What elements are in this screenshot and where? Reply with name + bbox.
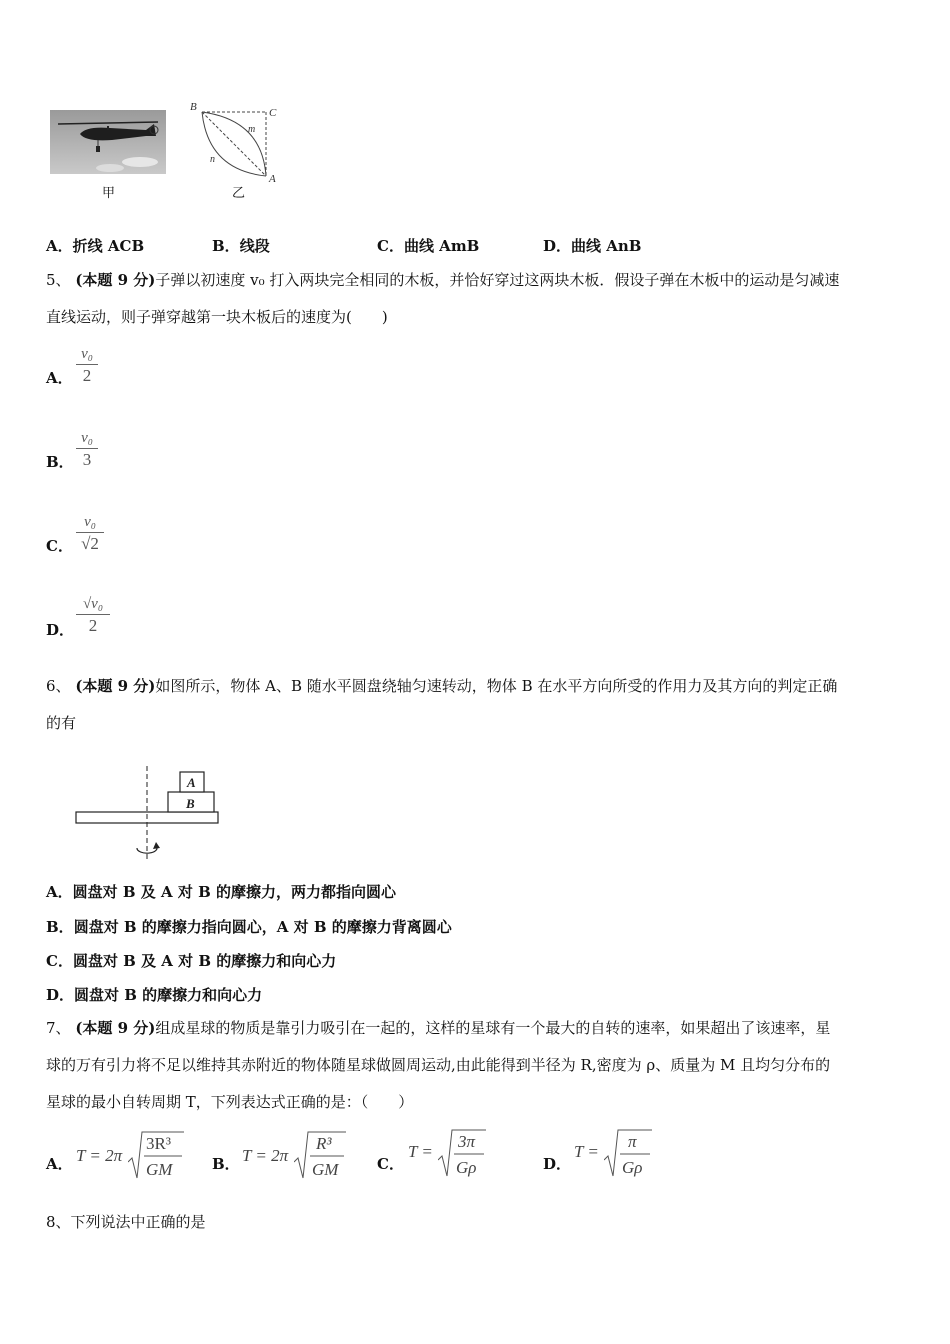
q5-option-c-fraction: v₀ √2 [76, 514, 104, 553]
q5-option-d-fraction: √v₀ 2 [76, 596, 110, 635]
q7-option-a-formula: T = 2π 3R³ GM [76, 1128, 186, 1182]
block-b-label: B [186, 796, 195, 811]
q5-option-a-fraction: v₀ 2 [76, 346, 98, 385]
q7-option-b-formula: T = 2π R³ GM [242, 1128, 352, 1182]
label-m: m [248, 124, 256, 135]
block-a-label: A [187, 775, 196, 790]
q4-option-d[interactable]: D．曲线 AnB [543, 237, 642, 255]
q7-stem: 7、 (本题 9 分)组成星球的物质是靠引力吸引在一起的，这样的星球有一个最大的自转的速率，如果超出了该速率，星 球的万有引力将不足以维持其赤附近的物体随星球做圆周运动,由此能得到半径为 R,密度为 ρ、质量为 M 且均匀分布的 星球的最小自转周期 T，下列表达式正确的是：（ ） [46, 1019, 831, 1111]
q5-stem: 5、 (本题 9 分)子弹以初速度 v₀ 打入两块完全相同的木板，并恰好穿过这两块木板．假设子弹在木板中的运动是匀减速 直线运动，则子弹穿越第一块木板后的速度为( ) [46, 271, 840, 326]
q4-option-c[interactable]: C．曲线 AmB [377, 237, 480, 255]
rotating-disk-diagram [70, 764, 226, 864]
q6-option-c[interactable]: C．圆盘对 B 及 A 对 B 的摩擦力和向心力 [46, 952, 337, 970]
q6-option-d[interactable]: D．圆盘对 B 的摩擦力和向心力 [46, 986, 263, 1004]
figure-yi-caption: 乙 [232, 186, 246, 201]
q7-option-d-label[interactable]: D． [543, 1155, 572, 1173]
q7-option-c-formula: T = 3π Gρ [408, 1126, 498, 1180]
figure-jia-caption: 甲 [102, 186, 116, 201]
q7-option-b-label[interactable]: B． [212, 1155, 240, 1173]
q7-option-a-label[interactable]: A． [46, 1155, 73, 1173]
q4-option-a[interactable]: A．折线 ACB [46, 237, 145, 255]
q5-option-c-label[interactable]: C． [46, 537, 73, 555]
q5-option-a-label[interactable]: A． [46, 369, 73, 387]
q6-option-a[interactable]: A．圆盘对 B 及 A 对 B 的摩擦力，两力都指向圆心 [46, 883, 396, 901]
q7-option-c-label[interactable]: C． [377, 1155, 404, 1173]
q8-stem: 8、下列说法中正确的是 [46, 1213, 206, 1231]
q6-option-b[interactable]: B．圆盘对 B 的摩擦力指向圆心，A 对 B 的摩擦力背离圆心 [46, 918, 452, 936]
q5-option-b-label[interactable]: B． [46, 453, 74, 471]
label-a: A [269, 173, 276, 185]
label-b: B [190, 101, 197, 113]
q7-option-d-formula: T = π Gρ [574, 1126, 664, 1180]
helicopter-photo [50, 110, 166, 174]
q6-stem: 6、 (本题 9 分)如图所示，物体 A、B 随水平圆盘绕轴匀速转动，物体 B 在水平方向所受的作用力及其方向的判定正确 的有 [46, 677, 838, 732]
label-n: n [210, 154, 215, 165]
q4-option-b[interactable]: B．线段 [212, 237, 270, 255]
q5-option-b-fraction: v₀ 3 [76, 430, 98, 469]
label-c: C [269, 107, 277, 119]
path-diagram [186, 100, 282, 190]
q5-option-d-label[interactable]: D． [46, 621, 75, 639]
